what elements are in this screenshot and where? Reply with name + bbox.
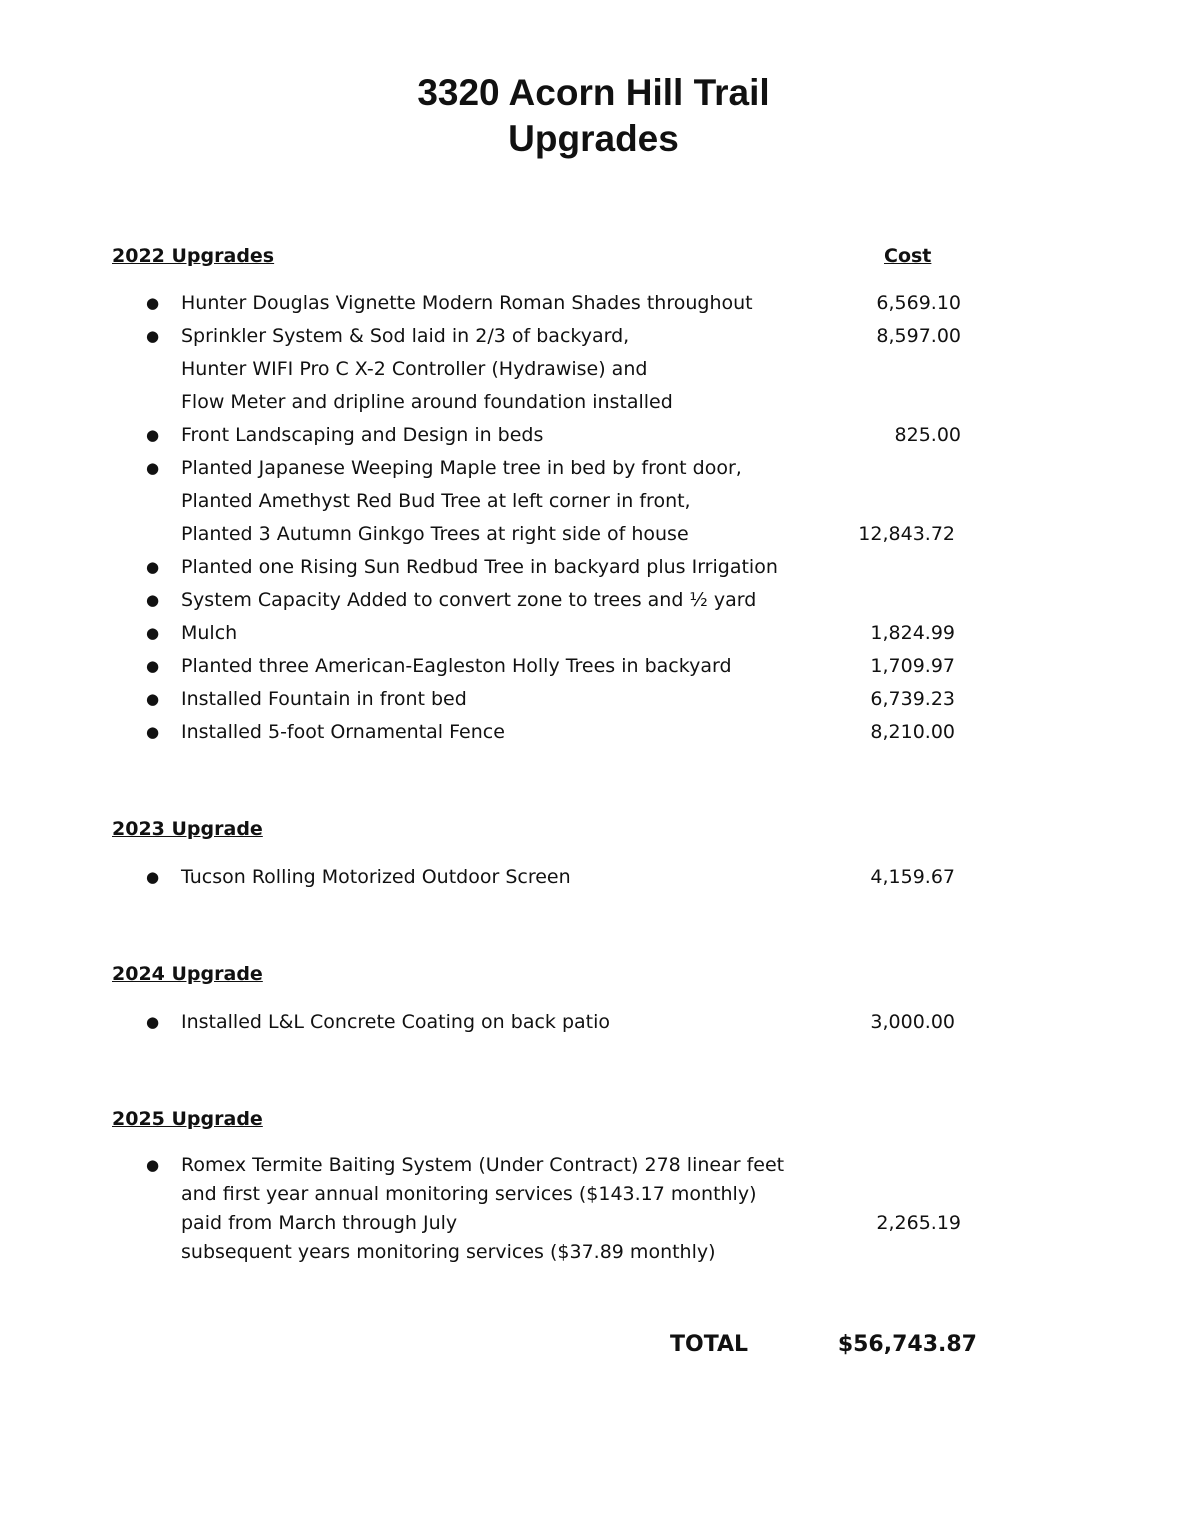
item-description: and first year annual monitoring services ($143.17 monthly) (181, 1183, 757, 1205)
list-item (0, 1151, 1187, 1180)
item-cost: 12,843.72 (858, 523, 955, 545)
item-description: paid from March through July (181, 1212, 458, 1234)
list-item (0, 452, 1187, 485)
item-cost: 6,739.23 (870, 688, 955, 710)
bullet-icon: ● (146, 1156, 160, 1174)
list-item (0, 650, 1187, 683)
list-item-continuation (0, 1238, 1187, 1267)
list-item (0, 861, 1187, 894)
list-item (0, 419, 1187, 452)
list-item (0, 617, 1187, 650)
item-cost: 1,709.97 (870, 655, 955, 677)
total-label: TOTAL (670, 1332, 749, 1357)
page-title: 3320 Acorn Hill Trail (417, 72, 770, 113)
list-item-continuation (0, 485, 1187, 518)
item-description: Planted one Rising Sun Redbud Tree in backyard plus Irrigation (181, 556, 778, 578)
list-item-continuation (0, 1209, 1187, 1238)
item-cost: 825.00 (894, 424, 961, 446)
item-description: Romex Termite Baiting System (Under Contract) 278 linear feet (181, 1154, 785, 1176)
list-item (0, 683, 1187, 716)
bullet-icon: ● (146, 426, 160, 444)
bullet-icon: ● (146, 558, 160, 576)
list-item (0, 716, 1187, 749)
list-item-continuation (0, 518, 1187, 551)
list-item (0, 287, 1187, 320)
item-cost: 1,824.99 (870, 622, 955, 644)
cost-column-header: Cost (884, 245, 932, 267)
page-subtitle: Upgrades (508, 118, 679, 159)
item-description: Installed Fountain in front bed (181, 688, 467, 710)
item-cost: 2,265.19 (876, 1212, 961, 1234)
section-heading-2025: 2025 Upgrade (112, 1108, 263, 1130)
list-item (0, 1006, 1187, 1039)
section-heading-2022: 2022 Upgrades (112, 245, 275, 267)
item-cost: 8,210.00 (870, 721, 955, 743)
item-cost: 6,569.10 (876, 292, 961, 314)
item-description: Hunter Douglas Vignette Modern Roman Shades throughout (181, 292, 753, 314)
list-item-continuation (0, 353, 1187, 386)
bullet-icon: ● (146, 327, 160, 345)
bullet-icon: ● (146, 624, 160, 642)
bullet-icon: ● (146, 591, 160, 609)
item-description: Planted 3 Autumn Ginkgo Trees at right side of house (181, 523, 689, 545)
item-cost: 3,000.00 (870, 1011, 955, 1033)
item-cost: 8,597.00 (876, 325, 961, 347)
list-item-continuation (0, 386, 1187, 419)
bullet-icon: ● (146, 459, 160, 477)
item-description: Planted three American-Eagleston Holly Trees in backyard (181, 655, 732, 677)
item-description: Flow Meter and dripline around foundation installed (181, 391, 673, 413)
bullet-icon: ● (146, 723, 160, 741)
item-description: System Capacity Added to convert zone to trees and ½ yard (181, 589, 757, 611)
item-description: Planted Amethyst Red Bud Tree at left corner in front, (181, 490, 691, 512)
item-description: Installed L&L Concrete Coating on back patio (181, 1011, 611, 1033)
bullet-icon: ● (146, 294, 160, 312)
item-description: Tucson Rolling Motorized Outdoor Screen (181, 866, 571, 888)
item-description: Hunter WIFI Pro C X-2 Controller (Hydrawise) and (181, 358, 648, 380)
bullet-icon: ● (146, 868, 160, 886)
bullet-icon: ● (146, 657, 160, 675)
item-description: Installed 5-foot Ornamental Fence (181, 721, 505, 743)
item-description: Planted Japanese Weeping Maple tree in bed by front door, (181, 457, 742, 479)
list-item (0, 320, 1187, 353)
section-heading-2024: 2024 Upgrade (112, 963, 263, 985)
item-cost: 4,159.67 (870, 866, 955, 888)
bullet-icon: ● (146, 690, 160, 708)
item-description: Front Landscaping and Design in beds (181, 424, 544, 446)
bullet-icon: ● (146, 1013, 160, 1031)
item-description: subsequent years monitoring services ($37.89 monthly) (181, 1241, 716, 1263)
item-description: Mulch (181, 622, 238, 644)
section-heading-2023: 2023 Upgrade (112, 818, 263, 840)
item-description: Sprinkler System & Sod laid in 2/3 of backyard, (181, 325, 630, 347)
list-item (0, 584, 1187, 617)
total-value: $56,743.87 (837, 1332, 977, 1357)
list-item (0, 551, 1187, 584)
list-item-continuation (0, 1180, 1187, 1209)
